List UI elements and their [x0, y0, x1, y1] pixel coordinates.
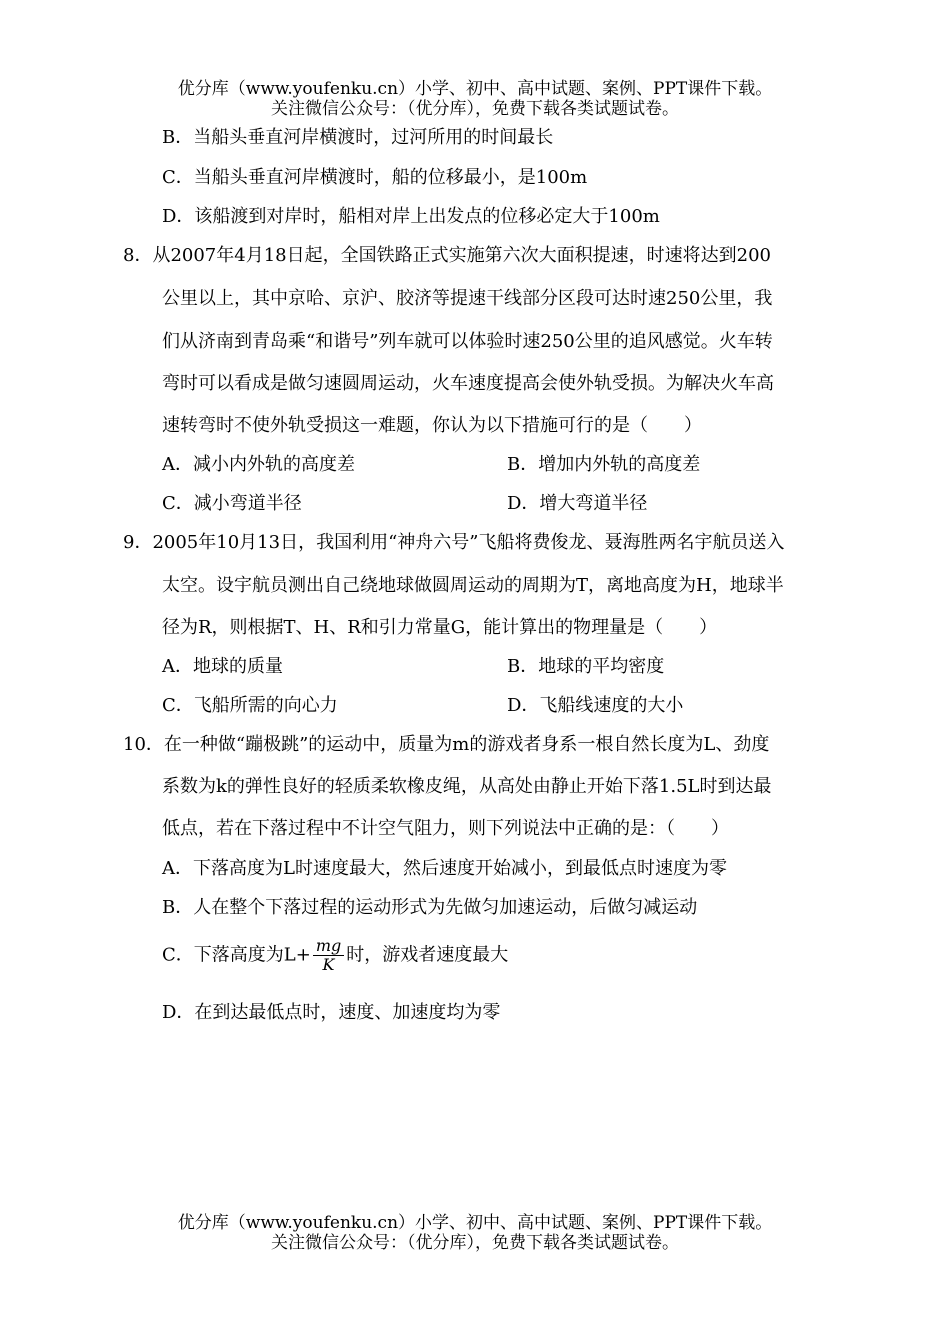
q10-option-b: B．人在整个下落过程的运动形式为先做匀加速运动，后做匀减运动 — [162, 897, 698, 918]
q8-stem-line-4: 弯时可以看成是做匀速圆周运动，火车速度提高会使外轨受损。为解决火车高 — [162, 373, 774, 394]
q9-stem-line-1: 9．2005年10月13日，我国利用“神舟六号”飞船将费俊龙、聂海胜两名宇航员送入 — [123, 532, 785, 553]
q10-option-c — [162, 937, 508, 974]
q8-stem-line-1: 8．从2007年4月18日起，全国铁路正式实施第六次大面积提速，时速将达到200 — [123, 245, 771, 266]
q10-option-a: A．下落高度为L时速度最大，然后速度开始减小，到最低点时速度为零 — [162, 858, 727, 879]
q9-stem-line-2: 太空。设宇航员测出自己绕地球做圆周运动的周期为T，离地高度为H，地球半 — [162, 575, 784, 596]
q10-stem-line-1: 10．在一种做“蹦极跳”的运动中，质量为m的游戏者身系一根自然长度为L、劲度 — [123, 734, 770, 755]
q8-option-d: D．增大弯道半径 — [507, 493, 648, 514]
q8-stem-line-5: 速转弯时不使外轨受损这一难题，你认为以下措施可行的是（ ） — [162, 415, 702, 436]
q7-option-d: D．该船渡到对岸时，船相对岸上出发点的位移必定大于100m — [162, 206, 660, 227]
q9-option-b: B．地球的平均密度 — [507, 656, 665, 677]
q10-option-d: D．在到达最低点时，速度、加速度均为零 — [162, 1002, 501, 1023]
header-line-1: 优分库（www.youfenku.cn）小学、初中、高中试题、案例、PPT课件下载。 — [177, 79, 773, 99]
q8-stem-line-3: 们从济南到青岛乘“和谐号”列车就可以体验时速250公里的追风感觉。火车转 — [162, 331, 773, 352]
q8-option-b: B．增加内外轨的高度差 — [507, 454, 701, 475]
page-footer — [0, 1213, 950, 1253]
fraction-numerator: mg — [313, 937, 344, 956]
q9-option-c: C．飞船所需的向心力 — [162, 695, 338, 716]
q8-option-c: C．减小弯道半径 — [162, 493, 302, 514]
q10-stem-line-2: 系数为k的弹性良好的轻质柔软橡皮绳，从高处由静止开始下落1.5L时到达最 — [162, 776, 772, 797]
q10-stem-line-3: 低点，若在下落过程中不计空气阻力，则下列说法中正确的是：（ ） — [162, 818, 729, 839]
q9-option-a: A．地球的质量 — [162, 656, 283, 677]
q7-option-b: B．当船头垂直河岸横渡时，过河所用的时间最长 — [162, 127, 554, 148]
page-header — [0, 79, 950, 119]
q9-option-d: D．飞船线速度的大小 — [507, 695, 684, 716]
q10-option-c-suffix: 时，游戏者速度最大 — [346, 944, 509, 966]
q7-option-c: C．当船头垂直河岸横渡时，船的位移最小，是100m — [162, 167, 588, 188]
q8-option-a: A．减小内外轨的高度差 — [162, 454, 355, 475]
q8-stem-line-2: 公里以上，其中京哈、京沪、胶济等提速干线部分区段可达时速250公里，我 — [162, 288, 773, 309]
fraction-denominator: K — [322, 955, 335, 974]
mg-over-k-fraction — [313, 937, 344, 974]
q9-stem-line-3: 径为R，则根据T、H、R和引力常量G，能计算出的物理量是（ ） — [162, 617, 718, 638]
footer-line-2: 关注微信公众号：（优分库），免费下载各类试题试卷。 — [271, 1233, 679, 1253]
footer-line-1: 优分库（www.youfenku.cn）小学、初中、高中试题、案例、PPT课件下载。 — [177, 1213, 773, 1233]
q10-option-c-prefix: C．下落高度为L+ — [162, 944, 311, 966]
header-line-2: 关注微信公众号：（优分库），免费下载各类试题试卷。 — [271, 99, 679, 119]
